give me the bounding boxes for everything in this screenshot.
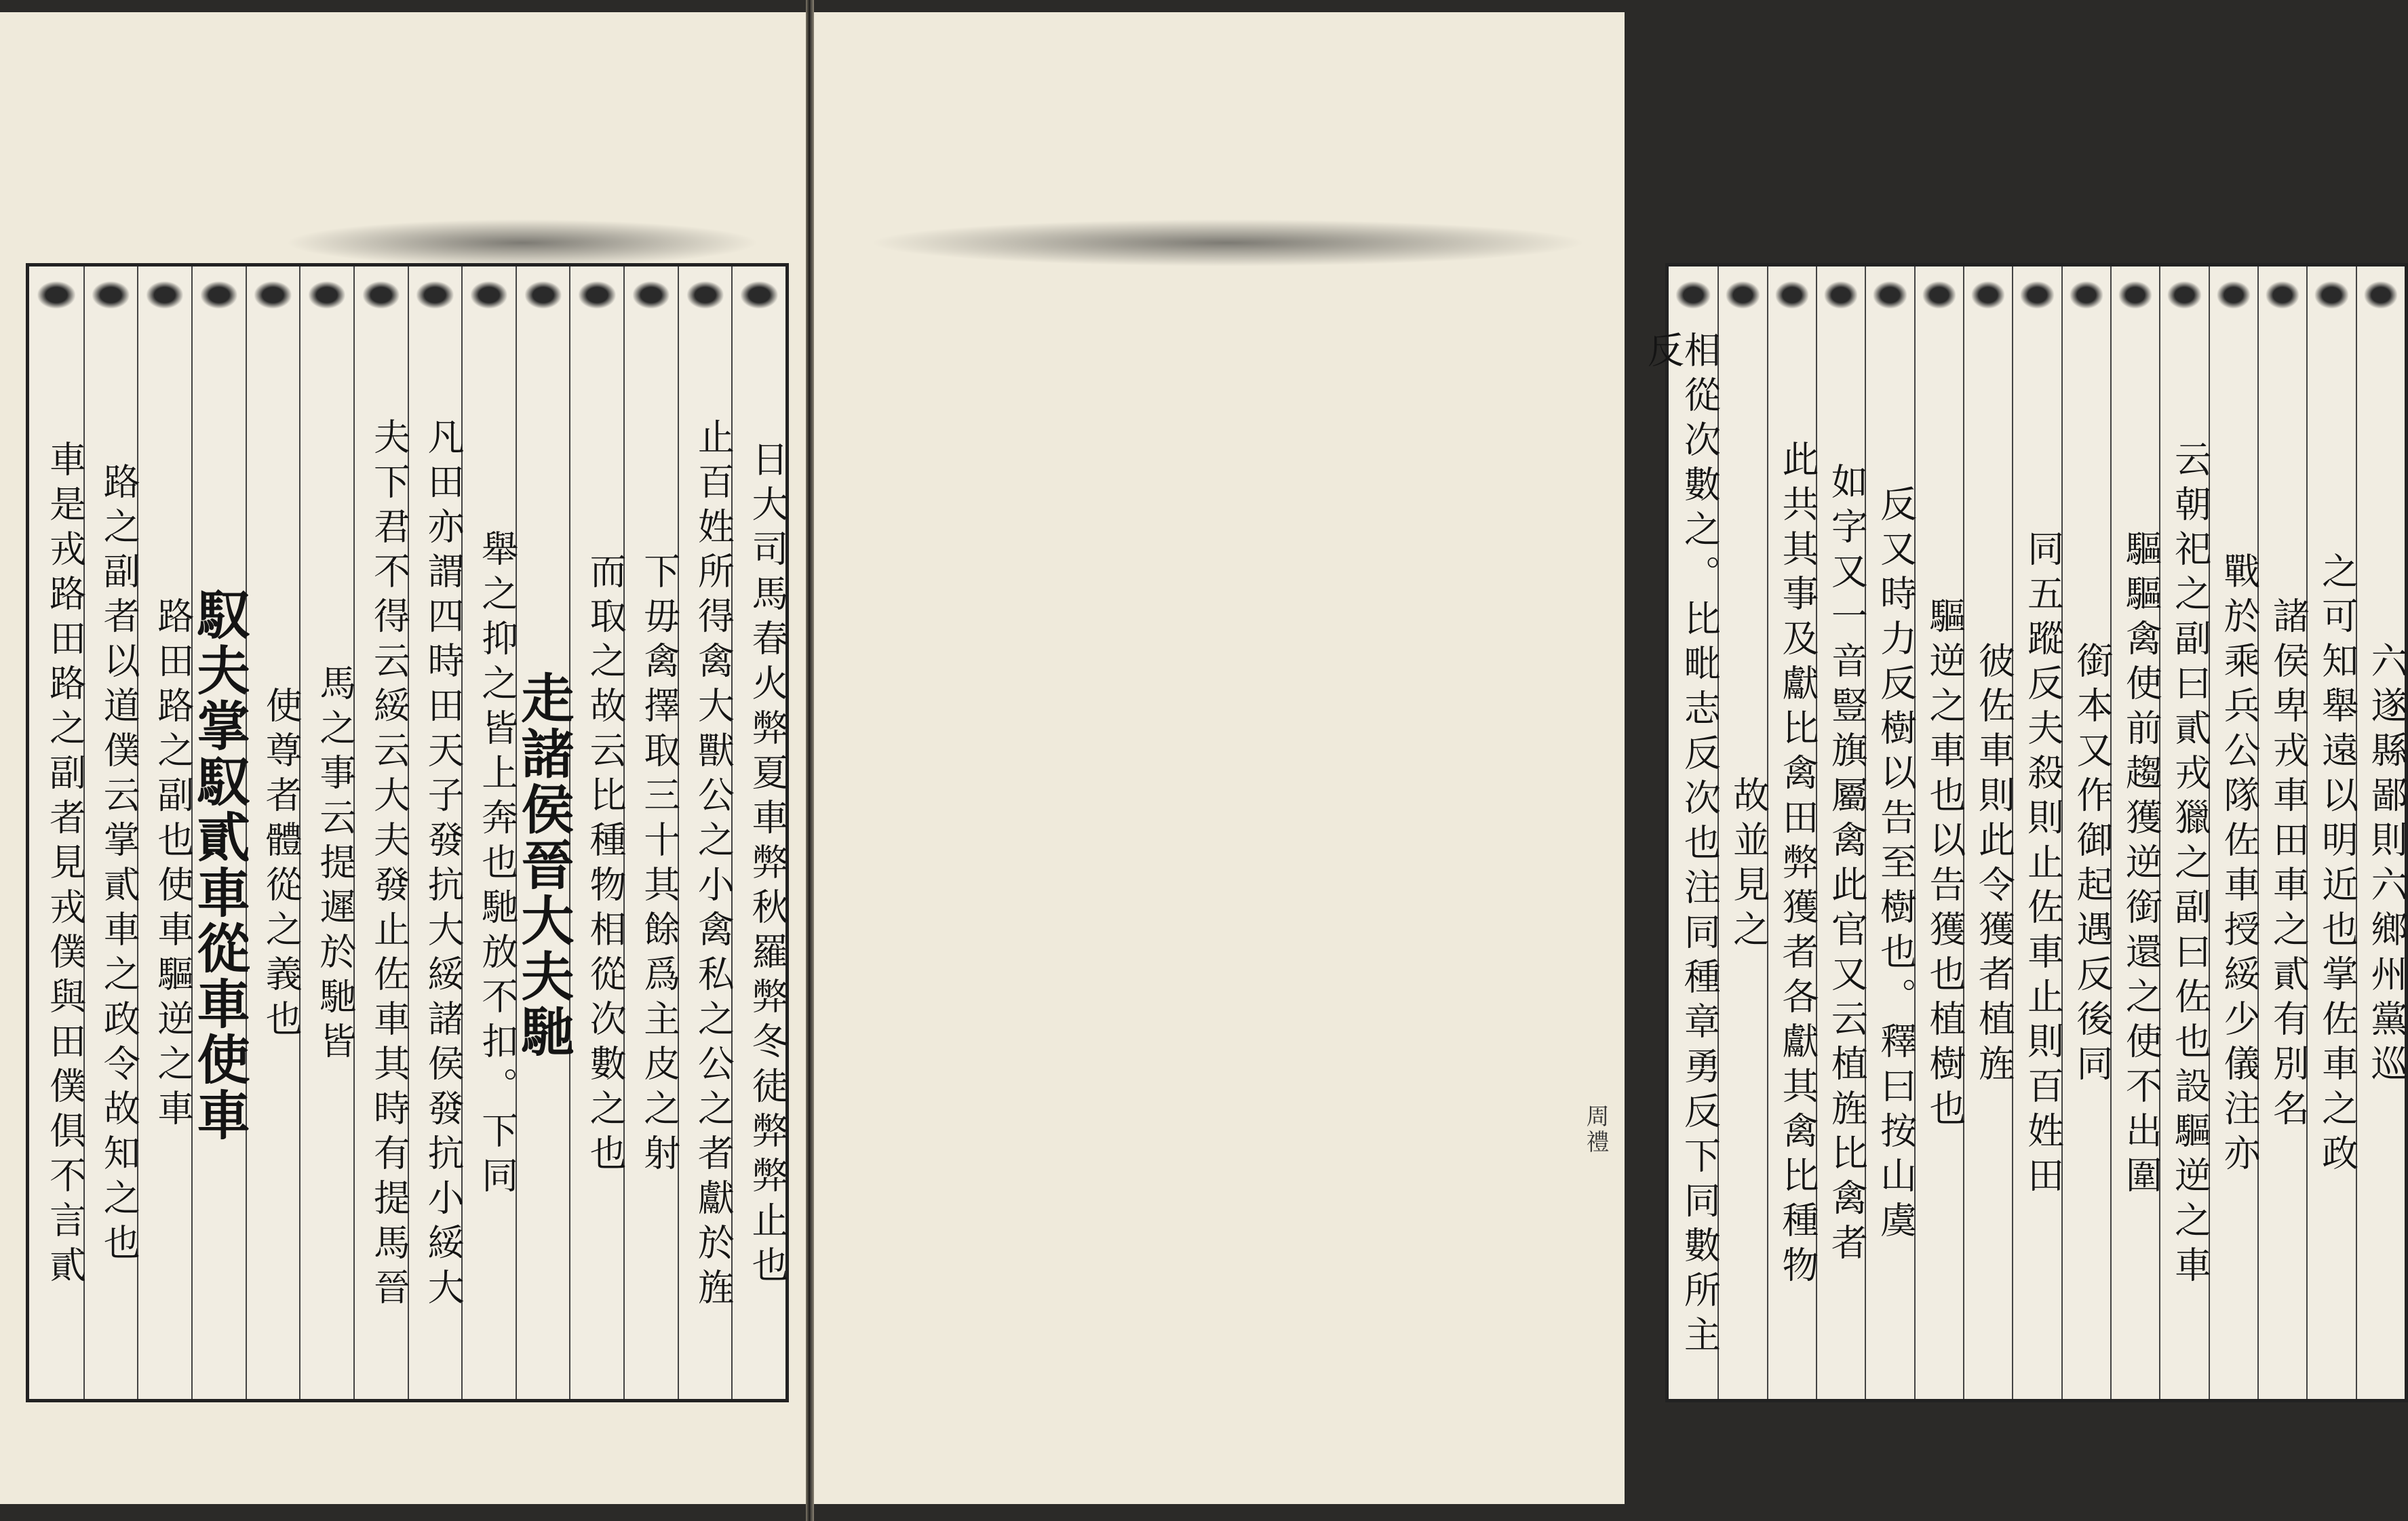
text-column: 車是戎路田路之副者見戎僕與田僕俱不言貳 <box>29 266 83 1399</box>
fishtail-mark-icon <box>2070 281 2103 309</box>
fishtail-mark-icon <box>2266 281 2299 309</box>
fishtail-mark-icon <box>254 281 291 309</box>
right-text-frame <box>1642 263 2408 1402</box>
fishtail-mark-icon <box>1873 281 1907 309</box>
text-column: 馬之事云提遲於馳皆 <box>299 266 353 1399</box>
text-column: 驅驅禽使前趨獲逆銜還之使不出圍 <box>2110 266 2159 1399</box>
fishtail-mark-icon <box>471 281 507 309</box>
fishtail-mark-icon <box>1775 281 1808 309</box>
margin-note: 周禮 <box>1582 1104 1609 1155</box>
fishtail-mark-icon <box>2315 281 2348 309</box>
fishtail-mark-icon <box>309 281 345 309</box>
fishtail-mark-icon <box>1825 281 1858 309</box>
text-column: 夫下君不得云綏云大夫發止佐車其時有提馬晉 <box>353 266 408 1399</box>
text-column: 反又時力反樹以告至樹也。釋曰按山虞 <box>1865 266 1914 1399</box>
fishtail-mark-icon <box>147 281 183 309</box>
book-spine-gutter <box>806 0 814 1521</box>
text-column: 相從次數之。比毗志反次也注同種章勇反下同數所主反 <box>1669 266 1717 1399</box>
fishtail-mark-icon <box>524 281 561 309</box>
text-column: 云朝祀之副曰貳戎獵之副曰佐也設驅逆之車 <box>2159 266 2208 1399</box>
text-column: 如字又一音豎旗屬禽此官又云植旌比禽者 <box>1816 266 1865 1399</box>
left-text-frame <box>26 263 789 1402</box>
fishtail-mark-icon <box>2364 281 2397 309</box>
fishtail-mark-icon <box>741 281 777 309</box>
fishtail-mark-icon <box>2119 281 2152 309</box>
fishtail-mark-icon <box>1676 281 1711 309</box>
fishtail-mark-icon <box>686 281 723 309</box>
text-column: 而取之故云比種物相從次數之也 <box>569 266 623 1399</box>
fishtail-mark-icon <box>92 281 129 309</box>
text-column: 路之副者以道僕云掌貳車之政令故知之也 <box>83 266 138 1399</box>
fishtail-mark-icon <box>1726 281 1760 309</box>
text-column: 諸侯卑戎車田車之貳有別名 <box>2257 266 2306 1399</box>
text-column: 之可知舉遠以明近也掌佐車之政 <box>2306 266 2355 1399</box>
text-column: 下毋禽擇取三十其餘爲主皮之射 <box>623 266 678 1399</box>
fishtail-mark-icon <box>2168 281 2201 309</box>
text-column: 使尊者體從之義也 <box>246 266 300 1399</box>
text-column: 路田路之副也使車驅逆之車 <box>137 266 191 1399</box>
fishtail-mark-icon <box>2021 281 2054 309</box>
fishtail-mark-icon <box>37 281 75 309</box>
fishtail-mark-icon <box>2217 281 2250 309</box>
fishtail-mark-icon <box>201 281 237 309</box>
ink-smudge <box>285 219 760 266</box>
text-column: 六遂縣鄙則六鄉州黨巡 <box>2356 266 2405 1399</box>
text-column: 舉之抑之皆上奔也馳放不扣。下同 <box>461 266 516 1399</box>
text-column: 銜本又作御起遇反後同 <box>2061 266 2110 1399</box>
fishtail-mark-icon <box>1972 281 2005 309</box>
fishtail-mark-icon <box>362 281 399 309</box>
text-column: 故並見之 <box>1717 266 1766 1399</box>
fishtail-mark-icon <box>579 281 615 309</box>
text-column: 戰於乘兵公隊佐車授綏少儀注亦 <box>2209 266 2257 1399</box>
fishtail-mark-icon <box>416 281 453 309</box>
text-column: 走諸侯晉大夫馳 <box>516 266 570 1399</box>
left-page <box>0 12 806 1504</box>
ink-smudge <box>868 219 1587 266</box>
text-column: 此共其事及獻比禽田弊獲者各獻其禽比種物 <box>1767 266 1816 1399</box>
text-column: 止百姓所得禽大獸公之小禽私之公之者獻於旌 <box>678 266 732 1399</box>
text-column: 日大司馬春火弊夏車弊秋羅弊冬徒弊弊止也 <box>731 266 785 1399</box>
fishtail-mark-icon <box>633 281 669 309</box>
text-column: 凡田亦謂四時田天子發抗大綏諸侯發抗小綏大 <box>408 266 462 1399</box>
right-page <box>814 12 2408 1504</box>
text-column: 彼佐車則此令獲者植旌 <box>1963 266 2012 1399</box>
fishtail-mark-icon <box>1922 281 1956 309</box>
text-column: 同五蹤反夫殺則止佐車止則百姓田 <box>2012 266 2061 1399</box>
text-column: 驅逆之車也以告獲也植樹也 <box>1914 266 1963 1399</box>
text-column: 馭夫掌馭貳車從車使車 <box>191 266 246 1399</box>
